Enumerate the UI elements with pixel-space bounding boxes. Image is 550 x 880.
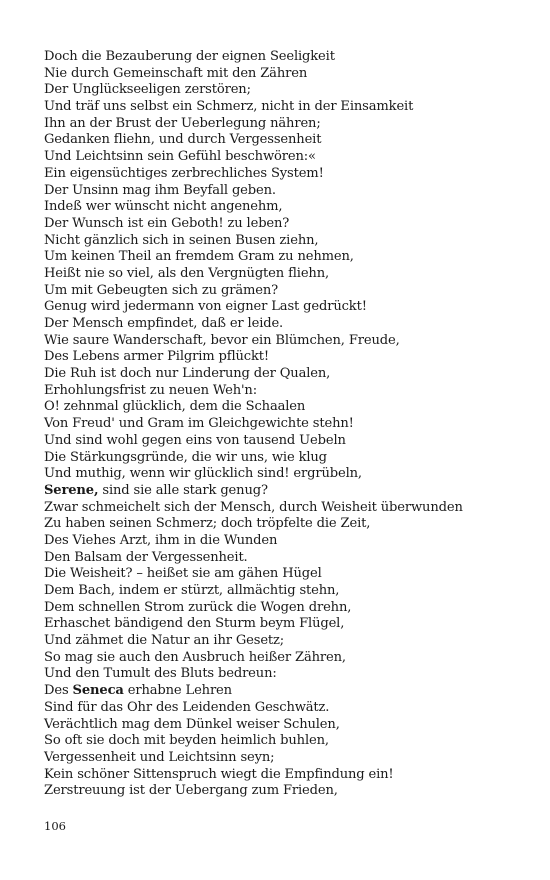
poem-line (44, 249, 514, 266)
poem-line-text: Ein eigensüchtiges zerbrechliches System! (44, 165, 324, 181)
poem-line-text: Wie saure Wanderschaft, bevor ein Blümchen, Freude, (44, 332, 400, 348)
poem-line-text: Die Ruh ist doch nur Linderung der Qualen, (44, 366, 331, 382)
poem-line-text: Von Freud' und Gram im Gleichgewichte stehn! (44, 416, 354, 432)
poem-line-text: O! zehnmal glücklich, dem die Schaalen (44, 399, 306, 415)
poem-line (44, 366, 514, 383)
poem-line-text: Die Weisheit? – heißet sie am gähen Hügel (44, 566, 322, 582)
poem-line-text: Verächtlich mag dem Dünkel weiser Schulen, (44, 716, 340, 732)
poem-line (44, 683, 514, 700)
poem-line-text: Vergessenheit und Leichtsinn seyn; (44, 749, 275, 765)
poem-line (44, 550, 514, 567)
poem-line (44, 349, 514, 366)
poem-line-text: So mag sie auch den Ausbruch heißer Zähren, (44, 649, 346, 665)
poem-line (44, 633, 514, 650)
poem-line-text: Erhohlungsfrist zu neuen Weh'n: (44, 382, 257, 398)
poem-line-text: Der Mensch empfindet, daß er leide. (44, 316, 284, 331)
poem-line (44, 600, 514, 617)
poem-line-emphasis: Serene, (44, 482, 99, 498)
poem-line (44, 383, 514, 400)
poem-line (44, 583, 514, 600)
poem-line (44, 616, 514, 633)
poem-line (44, 233, 514, 250)
poem-line-text: Und Leichtsinn sein Gefühl beschwören:« (44, 149, 316, 165)
poem-line (44, 783, 514, 800)
poem-line-text: Nicht gänzlich sich in seinen Busen ziehn, (44, 232, 319, 248)
poem-line-text: Und zähmet die Natur an ihr Gesetz; (44, 633, 285, 649)
poem-line (44, 149, 514, 166)
poem-line-text: Genug wird jedermann von eigner Last gedrückt! (44, 299, 367, 315)
page-number: 106 (44, 819, 66, 833)
poem-line-text: Erhaschet bändigend den Sturm beym Flügel, (44, 616, 345, 632)
poem-line-text: Zwar schmeichelt sich der Mensch, durch Weisheit überwunden (44, 499, 463, 515)
poem-line (44, 750, 514, 767)
poem-line (44, 717, 514, 734)
poem-line-text: Indeß wer wünscht nicht angenehm, (44, 199, 283, 215)
poem-line-text: Doch die Bezauberung der eignen Seeligkeit (44, 49, 335, 64)
poem-line (44, 399, 514, 416)
poem-line (44, 299, 514, 316)
poem-line-text: Zu haben seinen Schmerz; doch tröpfelte die Zeit, (44, 516, 371, 532)
poem-line (44, 333, 514, 350)
poem-line-text: Ihn an der Brust der Ueberlegung nähren; (44, 115, 321, 131)
poem-line-text: Dem Bach, indem er stürzt, allmächtig stehn, (44, 583, 340, 598)
poem-line-text: Den Balsam der Vergessenheit. (44, 549, 248, 565)
poem-line (44, 199, 514, 216)
poem-line (44, 767, 514, 784)
poem-line-text: Der Unglückseeligen zerstören; (44, 82, 251, 98)
poem-line (44, 166, 514, 183)
poem-line-text: Und sind wohl gegen eins von tausend Uebeln (44, 432, 346, 448)
poem-line (44, 266, 514, 283)
poem-line (44, 566, 514, 583)
poem-line-prefix: Des (44, 683, 73, 699)
poem-line-text: Der Unsinn mag ihm Beyfall geben. (44, 182, 276, 198)
poem-line (44, 132, 514, 149)
poem-line (44, 183, 514, 200)
poem-line-text: Der Wunsch ist ein Geboth! zu leben? (44, 215, 290, 231)
poem-line-text: Heißt nie so viel, als den Vergnügten fliehn, (44, 265, 330, 281)
poem-line (44, 416, 514, 433)
poem-line-text: Kein schöner Sittenspruch wiegt die Empfindung ein! (44, 766, 394, 782)
poem-line-text: Um mit Gebeugten sich zu grämen? (44, 282, 278, 298)
poem-line-text: Und träf uns selbst ein Schmerz, nicht in der Einsamkeit (44, 99, 414, 115)
poem-line-text: Dem schnellen Strom zurück die Wogen drehn, (44, 599, 352, 615)
poem-line (44, 216, 514, 233)
poem-line-text: Des Lebens armer Pilgrim pflückt! (44, 349, 269, 365)
poem-line-text: So oft sie doch mit beyden heimlich buhlen, (44, 733, 329, 749)
poem-line (44, 116, 514, 133)
poem-line (44, 66, 514, 83)
poem-line-text: Zerstreuung ist der Uebergang zum Frieden, (44, 783, 338, 799)
poem-line (44, 99, 514, 116)
poem-line (44, 433, 514, 450)
poem-line (44, 516, 514, 533)
poem-line-text: Und muthig, wenn wir glücklich sind! ergrübeln, (44, 466, 362, 482)
poem-line-text: erhabne Lehren (123, 683, 232, 699)
poem-line-text: Um keinen Theil an fremdem Gram zu nehmen, (44, 249, 354, 265)
poem-line (44, 82, 514, 99)
poem-text (44, 49, 514, 800)
poem-line (44, 533, 514, 550)
poem-line-text: Nie durch Gemeinschaft mit den Zähren (44, 65, 308, 81)
poem-line (44, 733, 514, 750)
poem-line (44, 283, 514, 300)
poem-line (44, 466, 514, 483)
poem-line-emphasis: Seneca (72, 683, 124, 699)
poem-line (44, 666, 514, 683)
poem-line (44, 700, 514, 717)
poem-line (44, 500, 514, 517)
poem-line-text: Sind für das Ohr des Leidenden Geschwätz. (44, 699, 330, 715)
poem-line (44, 450, 514, 467)
poem-line-text: Die Stärkungsgründe, die wir uns, wie klug (44, 449, 327, 465)
poem-line-text: Gedanken fliehn, und durch Vergessenheit (44, 132, 322, 148)
poem-line (44, 650, 514, 667)
poem-line (44, 483, 514, 500)
poem-line-text: Und den Tumult des Bluts bedreun: (44, 666, 277, 682)
poem-line (44, 49, 514, 66)
poem-line (44, 316, 514, 333)
poem-line-text: Des Viehes Arzt, ihm in die Wunden (44, 532, 278, 548)
poem-line-text: sind sie alle stark genug? (98, 482, 268, 498)
